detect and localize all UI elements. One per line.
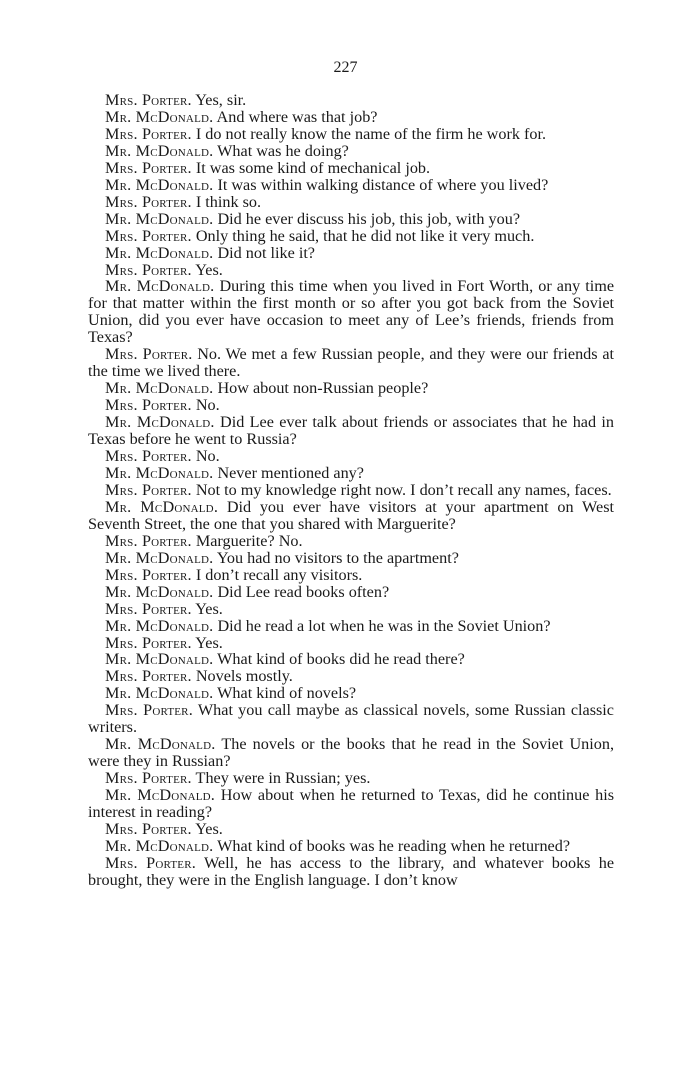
- speaker-label: Mrs. Porter.: [105, 260, 192, 279]
- spoken-text: I don’t recall any visitors.: [191, 565, 363, 584]
- speaker-label: Mr. McDonald.: [105, 107, 214, 126]
- spoken-text: No. We met a few Russian people, and they were our friends at the time we lived there.: [88, 345, 614, 381]
- speaker-label: Mr. McDonald.: [105, 497, 219, 516]
- spoken-text: You had no visitors to the apartment?: [213, 548, 459, 567]
- spoken-text: Yes.: [191, 819, 223, 838]
- speaker-label: Mrs. Porter.: [105, 91, 192, 109]
- speaker-label: Mr. McDonald.: [105, 650, 214, 669]
- transcript-paragraph: [88, 380, 614, 397]
- spoken-text: During this time when you lived in Fort Worth, or any time for that matter within the first month or so after you got back from the Soviet Union, did you ever have occasion to meet any of Lee’s friends, friends from Texas?: [88, 277, 615, 347]
- transcript-paragraph: [88, 499, 614, 533]
- speaker-label: Mrs. Porter.: [105, 226, 192, 245]
- speaker-label: Mr. McDonald.: [105, 379, 214, 398]
- transcript-paragraph: [88, 533, 614, 550]
- speaker-label: Mrs. Porter.: [105, 667, 192, 686]
- transcript-paragraph: [88, 160, 614, 177]
- transcript-paragraph: [88, 651, 614, 668]
- transcript-paragraph: [88, 177, 614, 194]
- transcript-paragraph: [88, 143, 614, 160]
- speaker-label: Mrs. Porter.: [105, 853, 196, 872]
- spoken-text: And where was that job?: [213, 107, 378, 126]
- spoken-text: I think so.: [191, 192, 262, 211]
- spoken-text: It was within walking distance of where you lived?: [213, 175, 549, 194]
- speaker-label: Mrs. Porter.: [105, 345, 193, 364]
- speaker-label: Mr. McDonald.: [105, 836, 214, 855]
- transcript-paragraph: [88, 448, 614, 465]
- transcript-paragraph: [88, 567, 614, 584]
- transcript-paragraph: [88, 228, 614, 245]
- transcript-paragraph: [88, 194, 614, 211]
- speaker-label: Mrs. Porter.: [105, 192, 192, 211]
- spoken-text: Did he read a lot when he was in the Soviet Union?: [213, 616, 551, 635]
- speaker-label: Mrs. Porter.: [105, 124, 192, 143]
- transcript-paragraph: [88, 346, 614, 380]
- speaker-label: Mrs. Porter.: [105, 565, 192, 584]
- transcript-paragraph: [88, 635, 614, 652]
- speaker-label: Mrs. Porter.: [105, 633, 192, 652]
- speaker-label: Mrs. Porter.: [105, 819, 192, 838]
- transcript-paragraph: [88, 126, 614, 143]
- spoken-text: Novels mostly.: [191, 667, 293, 686]
- speaker-label: Mr. McDonald.: [105, 582, 214, 601]
- speaker-label: Mrs. Porter.: [105, 480, 192, 499]
- spoken-text: What kind of books did he read there?: [213, 650, 465, 669]
- speaker-label: Mrs. Porter.: [105, 158, 192, 177]
- transcript-paragraph: [88, 482, 614, 499]
- spoken-text: Only thing he said, that he did not like it very much.: [191, 226, 535, 245]
- transcript-paragraph: [88, 550, 614, 567]
- speaker-label: Mr. McDonald.: [105, 277, 215, 296]
- speaker-label: Mrs. Porter.: [105, 396, 192, 415]
- spoken-text: Did Lee read books often?: [213, 582, 390, 601]
- spoken-text: Did you ever have visitors at your apartment on West Seventh Street, the one that you shared with Marguerite?: [88, 497, 614, 533]
- transcript-paragraph: [88, 211, 614, 228]
- transcript-paragraph: [88, 262, 614, 279]
- spoken-text: Did not like it?: [213, 243, 315, 262]
- transcript-paragraph: [88, 736, 614, 770]
- spoken-text: Never mentioned any?: [213, 463, 364, 482]
- transcript-paragraph: [88, 601, 614, 618]
- spoken-text: Did Lee ever talk about friends or associates that he had in Texas before he went to Russia?: [88, 413, 615, 449]
- spoken-text: What kind of books was he reading when he returned?: [213, 836, 571, 855]
- spoken-text: What kind of novels?: [213, 684, 357, 703]
- transcript-paragraph: [88, 702, 614, 736]
- transcript-paragraph: [88, 618, 614, 635]
- transcript-paragraph: [88, 821, 614, 838]
- transcript-paragraph: [88, 397, 614, 414]
- transcript-paragraph: [88, 685, 614, 702]
- spoken-text: It was some kind of mechanical job.: [191, 158, 431, 177]
- transcript-paragraph: [88, 92, 614, 109]
- spoken-text: They were in Russian; yes.: [191, 769, 371, 788]
- spoken-text: I do not really know the name of the firm he work for.: [191, 124, 547, 143]
- spoken-text: What was he doing?: [213, 141, 349, 160]
- speaker-label: Mr. McDonald.: [105, 209, 214, 228]
- transcript-body: [88, 92, 614, 889]
- transcript-paragraph: [88, 109, 614, 126]
- transcript-paragraph: [88, 838, 614, 855]
- transcript-paragraph: [88, 787, 614, 821]
- speaker-label: Mrs. Porter.: [105, 599, 192, 618]
- spoken-text: Yes, sir.: [191, 91, 247, 109]
- spoken-text: No.: [191, 396, 220, 415]
- speaker-label: Mr. McDonald.: [105, 243, 214, 262]
- spoken-text: Yes.: [191, 599, 223, 618]
- spoken-text: What you call maybe as classical novels, some Russian classic writers.: [88, 701, 614, 737]
- speaker-label: Mr. McDonald.: [105, 548, 214, 567]
- transcript-paragraph: [88, 278, 614, 346]
- speaker-label: Mr. McDonald.: [105, 463, 214, 482]
- spoken-text: How about when he returned to Texas, did he continue his interest in reading?: [88, 786, 614, 822]
- transcript-paragraph: [88, 770, 614, 787]
- speaker-label: Mrs. Porter.: [105, 769, 192, 788]
- speaker-label: Mrs. Porter.: [105, 531, 192, 550]
- spoken-text: How about non-Russian people?: [213, 379, 429, 398]
- speaker-label: Mr. McDonald.: [105, 175, 214, 194]
- spoken-text: Did he ever discuss his job, this job, with you?: [213, 209, 521, 228]
- spoken-text: Not to my knowledge right now. I don’t recall any names, faces.: [191, 480, 612, 499]
- transcript-paragraph: [88, 584, 614, 601]
- transcript-paragraph: [88, 668, 614, 685]
- speaker-label: Mr. McDonald.: [105, 141, 214, 160]
- speaker-label: Mr. McDonald.: [105, 684, 214, 703]
- page-number: 227: [333, 59, 358, 76]
- transcript-paragraph: [88, 245, 614, 262]
- spoken-text: Yes.: [191, 260, 223, 279]
- speaker-label: Mr. McDonald.: [105, 413, 215, 432]
- speaker-label: Mrs. Porter.: [105, 447, 192, 466]
- spoken-text: Marguerite? No.: [191, 531, 303, 550]
- speaker-label: Mrs. Porter.: [105, 701, 193, 720]
- spoken-text: No.: [191, 447, 220, 466]
- transcript-paragraph: [88, 855, 614, 889]
- speaker-label: Mr. McDonald.: [105, 786, 216, 805]
- transcript-paragraph: [88, 465, 614, 482]
- transcript-paragraph: [88, 414, 614, 448]
- speaker-label: Mr. McDonald.: [105, 616, 214, 635]
- spoken-text: The novels or the books that he read in the Soviet Union, were they in Russian?: [88, 735, 615, 771]
- spoken-text: Well, he has access to the library, and whatever books he brought, they were in the English language. I don’t know: [88, 853, 615, 889]
- spoken-text: Yes.: [191, 633, 223, 652]
- speaker-label: Mr. McDonald.: [105, 735, 216, 754]
